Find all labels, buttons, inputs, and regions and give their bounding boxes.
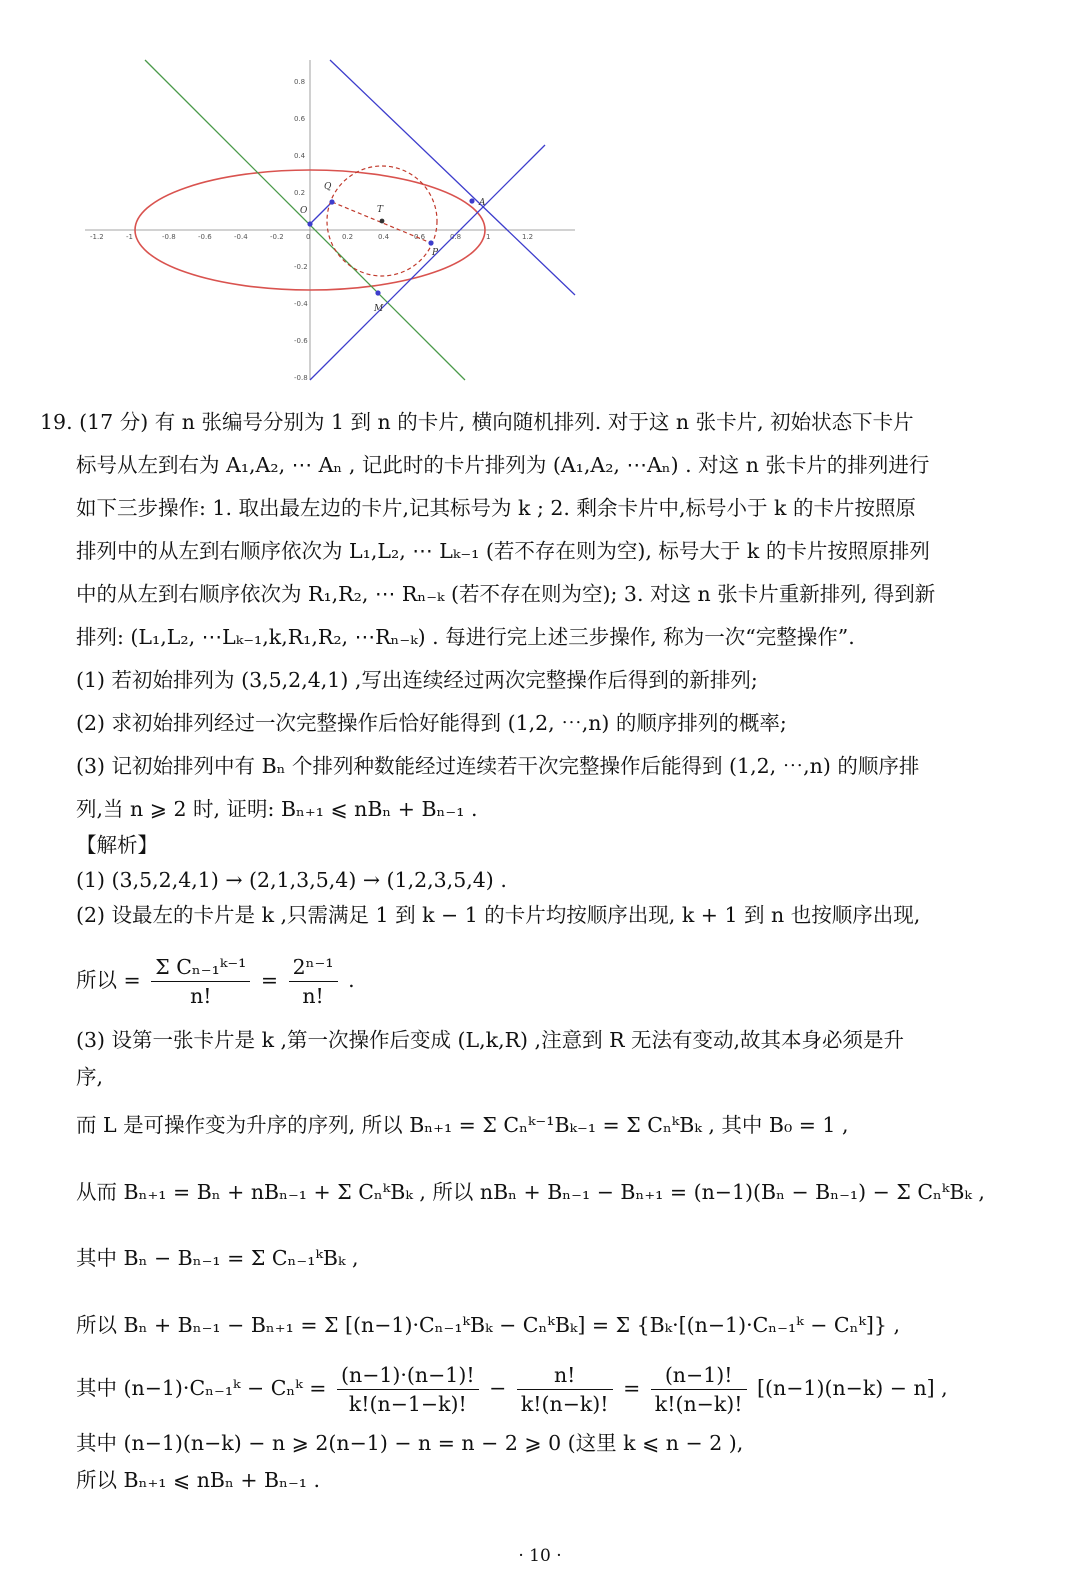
point-M (375, 290, 380, 295)
q19-part-2: (2) 求初始排列经过一次完整操作后恰好能得到 (1,2, ⋯,n) 的顺序排列的概率; (76, 711, 787, 735)
solution-3b: 序, (76, 1065, 104, 1089)
x-tick-label: -0.8 (162, 233, 176, 241)
label-O: O (300, 206, 308, 216)
solution-2: (2) 设最左的卡片是 k ,只需满足 1 到 k − 1 的卡片均按顺序出现, k + 1 到 n 也按顺序出现, (76, 903, 921, 927)
s2-frac2-num: 2ⁿ⁻¹ (289, 953, 338, 982)
s3g-f1-num: (n−1)·(n−1)! (337, 1361, 479, 1390)
q19-part-1: (1) 若初始排列为 (3,5,2,4,1) ,写出连续经过两次完整操作后得到的新排列; (76, 668, 758, 692)
s2-prefix: 所以 = (76, 968, 141, 992)
page-number: · 10 · (518, 1546, 562, 1566)
y-tick-label: -0.6 (294, 337, 308, 345)
blue-line-right-down (330, 60, 575, 295)
x-tick-label: 1.2 (522, 233, 534, 241)
s3g-f1-den: k!(n−1−k)! (348, 1392, 467, 1416)
x-tick-label: 0.6 (414, 233, 426, 241)
s2-fraction-1 (151, 953, 250, 1010)
x-tick-label: 0.2 (342, 233, 354, 241)
s3g-fraction-3 (651, 1361, 747, 1418)
x-tick-label: -1 (126, 233, 133, 241)
s3g-minus: − (489, 1376, 507, 1400)
y-tick-label: -0.4 (294, 300, 308, 308)
solution-3g (76, 1358, 1080, 1418)
green-line (145, 60, 465, 380)
solution-2-formula (76, 950, 1080, 1010)
q19-line-3: 如下三步操作: 1. 取出最左边的卡片,记其标号为 k ; 2. 剩余卡片中,标号小于 k 的卡片按照原 (76, 496, 916, 520)
label-M: M (374, 304, 384, 314)
y-tick-label: -0.8 (294, 374, 308, 382)
solution-1: (1) (3,5,2,4,1) → (2,1,3,5,4) → (1,2,3,5,4) . (76, 868, 507, 892)
label-T: T (377, 205, 384, 215)
y-tick-label: 0.2 (294, 189, 306, 197)
point-Q (329, 199, 334, 204)
q19-part-3a: (3) 记初始排列中有 Bₙ 个排列种数能经过连续若干次完整操作后能得到 (1,2, ⋯,n) 的顺序排 (76, 754, 920, 778)
q19-part-3b: 列,当 n ⩾ 2 时, 证明: Bₙ₊₁ ⩽ nBₙ + Bₙ₋₁ . (76, 797, 478, 821)
s3g-f3-den: k!(n−k)! (654, 1392, 743, 1416)
x-tick-label: 0 (306, 233, 311, 241)
solution-3c: 而 L 是可操作变为升序的序列, 所以 Bₙ₊₁ = Σ Cₙᵏ⁻¹Bₖ₋₁ = Σ CₙᵏBₖ , 其中 B₀ = 1 , (76, 1113, 849, 1137)
q19-line-5: 中的从左到右顺序依次为 R₁,R₂, ⋯ Rₙ₋ₖ (若不存在则为空); 3. 对这 n 张卡片重新排列, 得到新 (76, 582, 936, 606)
solution-3e: 其中 Bₙ − Bₙ₋₁ = Σ Cₙ₋₁ᵏBₖ , (76, 1246, 359, 1270)
q19-line-2: 标号从左到右为 A₁,A₂, ⋯ Aₙ , 记此时的卡片排列为 (A₁,A₂, ⋯Aₙ) . 对这 n 张卡片的排列进行 (76, 453, 930, 477)
point-A (469, 198, 474, 203)
label-P: P (432, 248, 439, 258)
point-P (428, 240, 433, 245)
q19-line-1: 19. (17 分) 有 n 张编号分别为 1 到 n 的卡片, 横向随机排列. 对于这 n 张卡片, 初始状态下卡片 (40, 410, 914, 434)
point-T (380, 219, 385, 224)
x-tick-label: 0.8 (450, 233, 462, 241)
q19-line-4: 排列中的从左到右顺序依次为 L₁,L₂, ⋯ Lₖ₋₁ (若不存在则为空), 标号大于 k 的卡片按照原排列 (76, 539, 930, 563)
s2-frac2-den: n! (302, 984, 324, 1008)
solution-heading: 【解析】 (76, 833, 158, 857)
solution-3h: 其中 (n−1)(n−k) − n ⩾ 2(n−1) − n = n − 2 ⩾ 0 (这里 k ⩽ n − 2 ), (76, 1431, 744, 1455)
q19-line-6: 排列: (L₁,L₂, ⋯Lₖ₋₁,k,R₁,R₂, ⋯Rₙ₋ₖ) . 每进行完上述三步操作, 称为一次“完整操作”. (76, 625, 855, 649)
s3g-f2-num: n! (517, 1361, 613, 1390)
y-tick-label: 0.4 (294, 152, 306, 160)
ellipse-geometry-figure (80, 55, 580, 385)
solution-3i: 所以 Bₙ₊₁ ⩽ nBₙ + Bₙ₋₁ . (76, 1468, 321, 1492)
x-axis-ticks (90, 233, 533, 241)
s3g-end: [(n−1)(n−k) − n] , (757, 1376, 948, 1400)
s2-frac1-den: n! (190, 984, 212, 1008)
s3g-fraction-1 (337, 1361, 479, 1418)
solution-3a: (3) 设第一张卡片是 k ,第一次操作后变成 (L,k,R) ,注意到 R 无法有变动,故其本身必须是升 (76, 1028, 905, 1052)
solution-3f: 所以 Bₙ + Bₙ₋₁ − Bₙ₊₁ = Σ [(n−1)·Cₙ₋₁ᵏBₖ − CₙᵏBₖ] = Σ {Bₖ·[(n−1)·Cₙ₋₁ᵏ − Cₙᵏ]} , (76, 1313, 900, 1337)
s2-end: . (348, 968, 355, 992)
s3g-fraction-2 (517, 1361, 613, 1418)
x-tick-label: -0.6 (198, 233, 212, 241)
y-tick-label: -0.2 (294, 263, 308, 271)
s2-frac1-num: Σ Cₙ₋₁ᵏ⁻¹ (151, 953, 250, 982)
x-tick-label: 1 (486, 233, 491, 241)
point-O (307, 221, 312, 226)
y-tick-label: 0.8 (294, 78, 306, 86)
s3g-f2-den: k!(n−k)! (520, 1392, 609, 1416)
x-tick-label: -1.2 (90, 233, 104, 241)
s3g-f3-num: (n−1)! (651, 1361, 747, 1390)
segment-OQ (310, 202, 332, 224)
label-Q: Q (324, 182, 332, 192)
s2-eq: = (260, 968, 279, 992)
s3g-prefix: 其中 (n−1)·Cₙ₋₁ᵏ − Cₙᵏ = (76, 1376, 327, 1400)
label-A: A (479, 198, 486, 208)
s2-fraction-2 (289, 953, 338, 1010)
y-tick-label: 0.6 (294, 115, 306, 123)
s3g-eq: = (623, 1376, 641, 1400)
x-tick-label: -0.4 (234, 233, 248, 241)
solution-3d: 从而 Bₙ₊₁ = Bₙ + nBₙ₋₁ + Σ CₙᵏBₖ , 所以 nBₙ + Bₙ₋₁ − Bₙ₊₁ = (n−1)(Bₙ − Bₙ₋₁) − Σ CₙᵏBₖ , (76, 1180, 985, 1204)
x-tick-label: -0.2 (270, 233, 284, 241)
x-tick-label: 0.4 (378, 233, 390, 241)
